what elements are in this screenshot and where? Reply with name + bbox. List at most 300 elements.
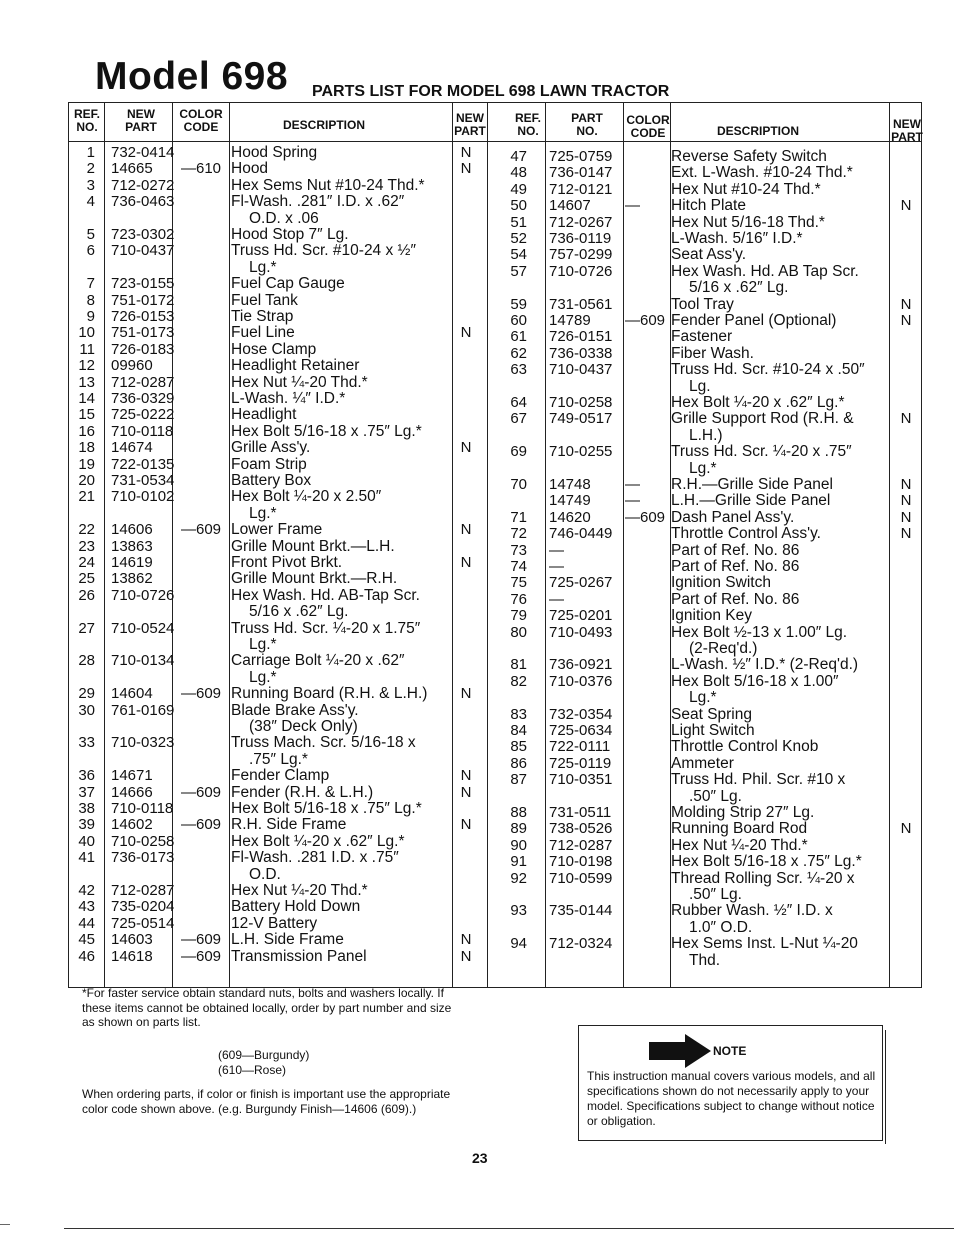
part-number: 732-0354 [549, 705, 613, 723]
ref-number: 16 [78, 422, 95, 440]
new-part-flag: N [460, 160, 472, 178]
ref-number: 3 [86, 176, 95, 194]
part-description: Hex Bolt ¼-20 x .62″ Lg.* [231, 832, 405, 850]
ref-number: 80 [510, 623, 527, 641]
ref-number: 49 [510, 180, 527, 198]
color-code: —609 [181, 783, 222, 801]
ref-number: 67 [510, 410, 527, 428]
ref-number: 19 [78, 455, 95, 473]
ref-number: 18 [78, 439, 95, 457]
part-description: Grille Mount Brkt.—R.H. [231, 570, 398, 588]
ref-number: 27 [78, 619, 95, 637]
part-number: 725-0222 [111, 406, 175, 424]
ref-number: 64 [510, 394, 527, 411]
part-number: 710-0351 [549, 771, 613, 789]
ref-number: 20 [78, 472, 95, 489]
new-part-flag: N [900, 312, 912, 329]
part-description: Seat Ass'y. [671, 246, 747, 264]
part-description: Fl-Wash. .281 I.D. x .75″ [231, 849, 399, 867]
part-description: Running Board (R.H. & L.H.) [231, 685, 428, 703]
ref-number: 47 [510, 148, 527, 165]
ref-number: 86 [510, 754, 527, 772]
ref-number: 83 [510, 705, 527, 723]
part-description: Part of Ref. No. 86 [671, 590, 800, 608]
ref-number: 87 [510, 771, 527, 789]
new-part-flag: N [900, 476, 912, 493]
ref-number: 75 [510, 574, 527, 592]
part-number: 710-0198 [549, 853, 613, 871]
part-description: Fuel Tank [231, 291, 298, 309]
part-description: Fl-Wash. .281″ I.D. x .62″ [231, 193, 405, 211]
table-rule [104, 103, 105, 987]
part-description: Hex Bolt 5/16-18 x 1.00″ [671, 672, 839, 690]
new-part-flag: N [460, 144, 472, 161]
part-number: 710-0255 [549, 443, 613, 461]
part-number: 736-0147 [549, 164, 613, 182]
part-number: 710-0599 [549, 869, 613, 887]
part-number: 725-0514 [111, 914, 175, 932]
ref-number: 62 [510, 344, 527, 362]
part-description: 1.0″ O.D. [689, 918, 753, 936]
part-description: Battery Box [231, 472, 312, 489]
part-description: Truss Hd. Scr. ¼-20 x .75″ [671, 443, 852, 461]
new-part-flag: N [900, 295, 912, 313]
part-description: Hose Clamp [231, 340, 317, 358]
ref-number: 70 [510, 476, 527, 493]
part-description: Headlight [231, 406, 297, 424]
part-number: 731-0511 [549, 804, 612, 821]
part-number: 710-0437 [549, 361, 613, 379]
part-number: 710-0524 [111, 619, 175, 637]
ref-number: 44 [78, 914, 95, 932]
part-number: 736-0338 [549, 344, 613, 362]
new-part-flag: N [900, 410, 912, 428]
part-description: Truss Hd. Scr. #10-24 x ½″ [231, 242, 416, 260]
part-description: Hex Bolt ¼-20 x 2.50″ [231, 488, 382, 506]
table-rule [229, 103, 230, 987]
part-description: .50″ Lg. [689, 886, 742, 903]
table-rule [452, 103, 453, 987]
part-description: Thread Rolling Scr. ¼-20 x [671, 869, 855, 887]
color-code-item: (610—Rose) [218, 1063, 287, 1077]
ref-number: 73 [510, 541, 527, 559]
part-description: Tie Strap [231, 308, 294, 325]
color-code: —609 [181, 521, 222, 539]
part-description: Lg.* [689, 459, 717, 477]
part-description: Grille Support Rod (R.H. & [671, 410, 854, 428]
part-description: Lg.* [249, 258, 277, 276]
ref-number: 36 [78, 767, 95, 785]
part-number: 14606 [111, 521, 153, 539]
part-description: Hex Wash. Hd. AB Tap Scr. [671, 262, 859, 280]
part-number: 722-0135 [111, 455, 175, 473]
part-number: 736-0329 [111, 390, 175, 407]
ref-number: 88 [510, 804, 527, 821]
part-description: Throttle Control Knob [671, 738, 819, 756]
new-part-flag: N [460, 439, 472, 457]
new-part-flag: N [460, 324, 472, 342]
color-code-item: (609—Burgundy) [218, 1048, 310, 1062]
footnote: *For faster service obtain standard nuts, bolts and washers locally. If these items cannot be obtained locally, order by part number and size as shown on parts list. [82, 986, 452, 1029]
ref-number: 40 [78, 832, 95, 850]
part-number: 710-0258 [111, 832, 175, 850]
part-description: Tool Tray [671, 295, 734, 313]
part-number: 710-0726 [111, 586, 175, 604]
part-description: .75″ Lg.* [249, 750, 308, 768]
ref-number: 7 [86, 275, 95, 293]
ref-number: 61 [510, 328, 527, 346]
part-number: 14665 [111, 160, 153, 178]
part-description: Throttle Control Ass'y. [671, 525, 821, 543]
part-number: 712-0121 [549, 180, 613, 198]
part-number: — [549, 558, 564, 575]
part-description: Hex Nut ¼-20 Thd.* [231, 882, 368, 899]
part-description: Truss Hd. Scr. ¼-20 x 1.75″ [231, 619, 421, 637]
part-number: — [549, 541, 564, 559]
part-description: Truss Mach. Scr. 5/16-18 x [231, 734, 416, 752]
new-part-flag: N [900, 820, 912, 838]
part-description: Foam Strip [231, 455, 307, 473]
note-box-shadow [885, 1030, 886, 1144]
part-description: Hex Sems Inst. L-Nut ¼-20 [671, 935, 858, 953]
col-header-part-no: PART NO. [571, 111, 603, 138]
part-number: 712-0287 [549, 836, 613, 854]
ref-number: 57 [510, 262, 527, 280]
ref-number: 37 [78, 783, 95, 801]
ref-number: 81 [510, 656, 527, 674]
part-number: 09960 [111, 357, 153, 375]
table-rule [545, 103, 546, 987]
ref-number: 42 [78, 882, 95, 899]
part-number: 723-0302 [111, 226, 175, 243]
part-number: 14620 [549, 508, 591, 526]
part-description: L-Wash. 5/16″ I.D.* [671, 230, 803, 247]
new-part-flag: N [460, 931, 472, 949]
header-rule [69, 141, 921, 142]
table-rule [623, 103, 624, 987]
ordering-note: When ordering parts, if color or finish is important use the appropriate color code shown above. (e.g. Burgundy Finish—14606 (609).) [82, 1087, 451, 1116]
new-part-flag: N [460, 783, 472, 801]
ref-number: 82 [510, 672, 527, 690]
ref-number: 25 [78, 570, 95, 588]
part-number: 712-0287 [111, 882, 175, 899]
col-header-color-code: COLOR CODE [179, 107, 223, 134]
part-number: 726-0183 [111, 340, 175, 358]
color-code: —609 [625, 312, 666, 329]
part-number: 710-0493 [549, 623, 613, 641]
part-description: Reverse Safety Switch [671, 148, 827, 165]
note-box [578, 1025, 883, 1141]
part-description: Truss Hd. Scr. #10-24 x .50″ [671, 361, 865, 379]
ref-number: 89 [510, 820, 527, 838]
part-description: Fender Clamp [231, 767, 330, 785]
part-number: 14789 [549, 312, 591, 329]
ref-number: 84 [510, 722, 527, 739]
part-description: Lg.* [689, 689, 717, 707]
part-description: Hex Bolt ¼-20 x .62″ Lg.* [671, 394, 845, 411]
part-description: Hex Bolt 5/16-18 x .75″ Lg.* [671, 853, 862, 871]
page-number: 23 [472, 1150, 488, 1166]
part-number: 14619 [111, 554, 153, 571]
part-number: 13863 [111, 537, 153, 555]
part-description: Hex Sems Nut #10-24 Thd.* [231, 176, 425, 194]
part-description: Hood Spring [231, 144, 318, 161]
ref-number: 71 [510, 508, 527, 526]
part-description: Carriage Bolt ¼-20 x .62″ [231, 652, 405, 670]
part-number: 14749 [549, 492, 591, 510]
part-description: Hood [231, 160, 269, 178]
part-description: O.D. x .06 [249, 209, 319, 227]
ref-number: 41 [78, 849, 95, 867]
part-number: 723-0155 [111, 275, 175, 293]
ref-number: 90 [510, 836, 527, 854]
ref-number: 50 [510, 197, 527, 215]
part-number: 14618 [111, 947, 153, 965]
ref-number: 60 [510, 312, 527, 329]
color-code: —609 [181, 931, 222, 949]
part-description: Dash Panel Ass'y. [671, 508, 795, 526]
page-title: Model 698 [95, 55, 289, 98]
part-description: Hex Bolt ½-13 x 1.00″ Lg. [671, 623, 848, 641]
part-number: 725-0267 [549, 574, 613, 592]
part-number: 726-0151 [549, 328, 613, 346]
part-description: Hex Bolt 5/16-18 x .75″ Lg.* [231, 422, 422, 440]
ref-number: 15 [78, 406, 95, 424]
part-description: Blade Brake Ass'y. [231, 701, 359, 719]
part-number: — [549, 590, 564, 608]
ref-number: 54 [510, 246, 527, 264]
part-description: Hood Stop 7″ Lg. [231, 226, 349, 243]
part-number: 14603 [111, 931, 153, 949]
ref-number: 14 [78, 390, 95, 407]
part-description: Hex Bolt 5/16-18 x .75″ Lg.* [231, 800, 422, 817]
part-number: 710-0323 [111, 734, 175, 752]
part-description: L-Wash. ¼″ I.D.* [231, 390, 346, 407]
part-number: 731-0534 [111, 472, 175, 489]
new-part-flag: N [900, 492, 912, 510]
part-number: 14666 [111, 783, 153, 801]
part-number: 736-0921 [549, 656, 613, 674]
part-description: Battery Hold Down [231, 898, 361, 916]
part-number: 710-0118 [111, 422, 174, 440]
part-number: 712-0324 [549, 935, 613, 953]
part-number: 712-0272 [111, 176, 175, 194]
part-number: 14748 [549, 476, 591, 493]
part-description: Ignition Switch [671, 574, 771, 592]
part-number: 710-0437 [111, 242, 175, 260]
ref-number: 23 [78, 537, 95, 555]
ref-number: 43 [78, 898, 95, 916]
part-number: 725-0119 [549, 754, 612, 772]
part-description: Ammeter [671, 754, 734, 772]
part-description: Rubber Wash. ½″ I.D. x [671, 902, 833, 920]
part-description: Transmission Panel [231, 947, 367, 965]
part-number: 735-0144 [549, 902, 613, 920]
ref-number: 33 [78, 734, 95, 752]
part-description: Thd. [689, 951, 721, 969]
part-description: Fiber Wash. [671, 344, 754, 362]
ref-number: 45 [78, 931, 95, 949]
part-description: Hex Nut ¼-20 Thd.* [671, 836, 808, 854]
new-part-flag: N [900, 525, 912, 543]
part-number: 761-0169 [111, 701, 175, 719]
note-label: NOTE [713, 1044, 747, 1058]
part-number: 725-0634 [549, 722, 613, 739]
ref-number: 12 [78, 357, 95, 375]
ref-number: 69 [510, 443, 527, 461]
part-number: 749-0517 [549, 410, 613, 428]
part-description: Hitch Plate [671, 197, 746, 215]
part-description: L.H.) [689, 426, 723, 444]
part-description: 12-V Battery [231, 914, 318, 932]
table-rule [889, 103, 890, 987]
ref-number: 26 [78, 586, 95, 604]
part-number: 710-0376 [549, 672, 613, 690]
ref-number: 30 [78, 701, 95, 719]
part-description: Ext. L-Wash. #10-24 Thd.* [671, 164, 853, 182]
color-code: — [625, 476, 640, 493]
part-description: Fuel Line [231, 324, 295, 342]
part-number: 710-0134 [111, 652, 175, 670]
part-number: 738-0526 [549, 820, 613, 838]
ref-number: 1 [86, 144, 95, 161]
part-number: 725-0201 [549, 607, 613, 625]
part-description: Part of Ref. No. 86 [671, 558, 800, 575]
ref-number: 11 [79, 340, 95, 358]
ref-number: 92 [510, 869, 527, 887]
part-number: 14604 [111, 685, 153, 703]
part-description: Hex Nut #10-24 Thd.* [671, 180, 821, 198]
part-number: 14674 [111, 439, 153, 457]
ref-number: 22 [78, 521, 95, 539]
new-part-flag: N [900, 508, 912, 526]
ref-number: 4 [86, 193, 95, 211]
col-header-new-part-flag: NEW PART [454, 111, 486, 138]
col-header-color-code: COLOR CODE [626, 113, 670, 140]
part-description: Truss Hd. Phil. Scr. #10 x [671, 771, 846, 789]
part-description: Part of Ref. No. 86 [671, 541, 800, 559]
col-header-description: DESCRIPTION [716, 124, 799, 138]
ref-number: 59 [510, 295, 527, 313]
new-part-flag: N [460, 521, 472, 539]
col-header-new-part: NEW PART [125, 107, 157, 134]
part-description: Lower Frame [231, 521, 323, 539]
part-description: Hex Wash. Hd. AB-Tap Scr. [231, 586, 420, 604]
ref-number: 39 [78, 816, 95, 834]
ref-number: 28 [78, 652, 95, 670]
col-header-new-part-flag: NEW PART [891, 117, 923, 144]
color-code-legend [218, 1048, 309, 1078]
part-description: Fender (R.H. & L.H.) [231, 783, 374, 801]
color-code: —610 [181, 160, 222, 178]
part-description: Seat Spring [671, 705, 752, 723]
part-description: L.H. Side Frame [231, 931, 344, 949]
part-number: 710-0118 [111, 800, 174, 817]
part-description: (2-Req'd.) [689, 640, 758, 657]
part-description: 5/16 x .62″ Lg. [249, 603, 349, 621]
part-number: 710-0258 [549, 394, 613, 411]
col-header-description: DESCRIPTION [282, 118, 365, 132]
part-description: R.H.—Grille Side Panel [671, 476, 833, 493]
ref-number: 52 [510, 230, 527, 247]
part-description: 5/16 x .62″ Lg. [689, 279, 789, 297]
new-part-flag: N [460, 685, 472, 703]
new-part-flag: N [460, 816, 472, 834]
parts-table [68, 102, 922, 988]
part-description: Fender Panel (Optional) [671, 312, 837, 329]
part-description: .50″ Lg. [689, 787, 742, 805]
part-description: (38″ Deck Only) [249, 718, 358, 735]
color-code: —609 [625, 508, 666, 526]
part-description: Grille Ass'y. [231, 439, 311, 457]
ref-number: 9 [86, 308, 95, 325]
ref-number: 85 [510, 738, 527, 756]
part-description: Ignition Key [671, 607, 752, 625]
ref-number: 93 [510, 902, 527, 920]
edge-mark [0, 1224, 10, 1225]
ref-number: 76 [510, 590, 527, 608]
part-number: 14607 [549, 197, 591, 215]
part-description: O.D. [249, 865, 281, 883]
page-subtitle: PARTS LIST FOR MODEL 698 LAWN TRACTOR [312, 83, 670, 100]
part-description: Lg.* [249, 636, 277, 653]
part-number: 13862 [111, 570, 153, 588]
table-rule [487, 103, 488, 987]
part-description: Lg.* [249, 668, 277, 686]
part-description: Headlight Retainer [231, 357, 360, 375]
part-number: 712-0267 [549, 213, 613, 231]
ref-number: 2 [86, 160, 95, 178]
part-number: 736-0463 [111, 193, 175, 211]
part-description: Fastener [671, 328, 733, 346]
part-number: 736-0119 [549, 230, 612, 247]
ref-number: 29 [78, 685, 95, 703]
part-description: R.H. Side Frame [231, 816, 347, 834]
part-number: 751-0173 [111, 324, 175, 342]
bottom-rule [64, 1228, 954, 1229]
color-code: — [625, 197, 640, 215]
ref-number: 13 [78, 373, 95, 391]
ref-number: 72 [510, 525, 527, 543]
part-number: 712-0287 [111, 373, 175, 391]
color-code: —609 [181, 685, 222, 703]
ref-number: 51 [510, 213, 527, 231]
part-number: 725-0759 [549, 148, 613, 165]
ref-number: 5 [86, 226, 95, 243]
ref-number: 94 [510, 935, 527, 953]
part-description: Grille Mount Brkt.—L.H. [231, 537, 395, 555]
part-number: 757-0299 [549, 246, 613, 264]
note-text: This instruction manual covers various models, and all specifications shown do not necessarily apply to your model. Specifications subject to change without notice or obligation. [587, 1069, 876, 1128]
part-description: Hex Nut ¼-20 Thd.* [231, 373, 368, 391]
new-part-flag: N [460, 554, 472, 571]
part-number: 731-0561 [549, 295, 613, 313]
part-number: 710-0726 [549, 262, 613, 280]
part-number: 736-0173 [111, 849, 175, 867]
part-description: Front Pivot Brkt. [231, 554, 343, 571]
arrow-right-icon [649, 1034, 711, 1068]
ref-number: 38 [78, 800, 95, 817]
color-code: — [625, 492, 640, 510]
ref-number: 6 [86, 242, 95, 260]
part-number: 746-0449 [549, 525, 613, 543]
color-code: —609 [181, 816, 222, 834]
color-code: —609 [181, 947, 222, 965]
part-description: Molding Strip 27″ Lg. [671, 804, 815, 821]
part-description: L-Wash. ½″ I.D.* (2-Req'd.) [671, 656, 859, 674]
ref-number: 8 [86, 291, 95, 309]
part-number: 722-0111 [549, 738, 611, 756]
